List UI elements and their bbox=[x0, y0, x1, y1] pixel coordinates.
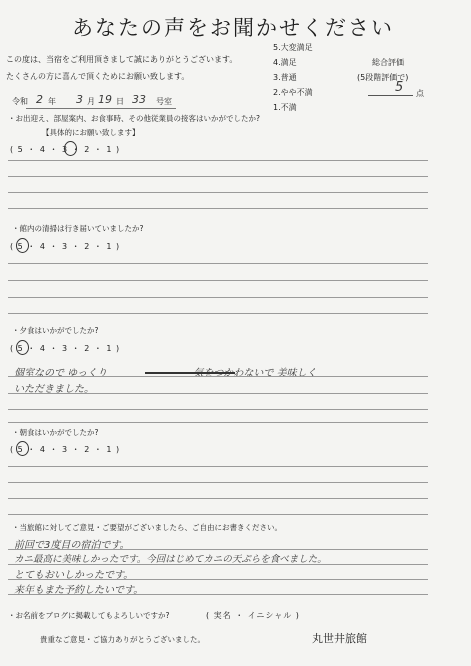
date-year: 2 bbox=[36, 93, 43, 106]
question-1-text: ・お出迎え、部屋案内、お食事時、その他従業員の接客はいかがでしたか? bbox=[8, 114, 260, 123]
intro-line-1: この度は、当宿をご利用頂きまして誠にありがとうございます。 bbox=[6, 55, 238, 64]
overall-label: 総合評価 bbox=[372, 58, 404, 67]
answer-line bbox=[8, 280, 428, 281]
answer-line bbox=[8, 208, 428, 209]
answer-line bbox=[8, 579, 428, 580]
comments-prompt: ・当旅館に対してご意見・ご要望がございましたら、ご自由にお書きください。 bbox=[12, 523, 282, 532]
date-day: 19 bbox=[98, 93, 112, 106]
room-number: 33 bbox=[132, 93, 146, 106]
blog-question: ・お名前をブログに掲載してもよろしいですか? bbox=[8, 611, 170, 620]
legend-3: 3.普通 bbox=[273, 73, 297, 82]
question-2-text: ・館内の清掃は行き届いていましたか? bbox=[12, 224, 144, 233]
answer-line bbox=[8, 160, 428, 161]
question-1-selected-circle bbox=[64, 141, 77, 156]
overall-unit: 点 bbox=[416, 89, 424, 98]
question-2-scale: ( 5 ・ 4 ・ 3 ・ 2 ・ 1 ) bbox=[10, 242, 121, 251]
question-4-text: ・朝食はいかがでしたか? bbox=[12, 428, 99, 437]
answer-line bbox=[8, 409, 428, 410]
date-day-unit: 日 bbox=[116, 97, 124, 106]
form-title: あなたの声をお聞かせください bbox=[72, 16, 394, 40]
legend-1: 1.不満 bbox=[273, 103, 297, 112]
answer-line bbox=[8, 263, 428, 264]
question-4-selected-circle bbox=[16, 441, 29, 456]
answer-line bbox=[8, 466, 428, 467]
date-underline bbox=[26, 108, 176, 109]
answer-line bbox=[8, 594, 428, 595]
legend-5: 5.大変満足 bbox=[273, 43, 313, 52]
comment-line-1: 前回で3度目の宿泊です。 bbox=[14, 540, 130, 551]
answer-line bbox=[8, 498, 428, 499]
answer-line bbox=[8, 297, 428, 298]
inn-name: 丸世井旅館 bbox=[312, 632, 367, 645]
legend-2: 2.やや不満 bbox=[273, 88, 313, 97]
answer-line bbox=[8, 549, 428, 550]
intro-line-2: たくさんの方に喜んで頂くためにお願い致します。 bbox=[6, 72, 190, 81]
overall-underline bbox=[368, 95, 413, 96]
answer-line bbox=[8, 313, 428, 314]
answer-line bbox=[8, 514, 428, 515]
room-unit: 号室 bbox=[156, 97, 172, 106]
question-3-answer-line-2: いただきました。 bbox=[14, 384, 94, 395]
question-1-scale: ( 5 ・ 4 ・ 3 ・ 2 ・ 1 ) bbox=[10, 145, 121, 154]
blog-options: ( 実名 ・ イニシャル ) bbox=[206, 611, 300, 620]
answer-line bbox=[8, 192, 428, 193]
answer-line bbox=[8, 393, 428, 394]
answer-line bbox=[8, 376, 428, 377]
date-year-unit: 年 bbox=[48, 97, 56, 106]
overall-sub-label: (5段階評価で) bbox=[357, 73, 409, 82]
date-era: 令和 bbox=[12, 97, 28, 106]
comment-line-4: 来年もまた予約したいです。 bbox=[14, 585, 144, 596]
crossed-out-text bbox=[145, 372, 235, 374]
date-month-unit: 月 bbox=[87, 97, 95, 106]
date-month: 3 bbox=[76, 93, 83, 106]
question-1-detail-prompt: 【具体的にお願い致します】 bbox=[42, 128, 140, 137]
question-4-scale: ( 5 ・ 4 ・ 3 ・ 2 ・ 1 ) bbox=[10, 445, 121, 454]
question-2-selected-circle bbox=[16, 238, 29, 253]
answer-line bbox=[8, 176, 428, 177]
question-3-selected-circle bbox=[16, 340, 29, 355]
comment-line-3: とてもおいしかったです。 bbox=[14, 570, 134, 581]
question-3-text: ・夕食はいかがでしたか? bbox=[12, 326, 99, 335]
question-3-scale: ( 5 ・ 4 ・ 3 ・ 2 ・ 1 ) bbox=[10, 344, 121, 353]
comment-line-2: カニ最高に美味しかったです。今回はじめてカニの天ぷらを食べました。 bbox=[14, 554, 327, 565]
question-3-answer-line-1: 個室なので ゆっくり 気をつかわないで 美味しく bbox=[14, 368, 317, 379]
answer-line bbox=[8, 422, 428, 423]
footer-thanks: 貴重なご意見・ご協力ありがとうございました。 bbox=[40, 635, 205, 644]
answer-line bbox=[8, 564, 428, 565]
legend-4: 4.満足 bbox=[273, 58, 297, 67]
overall-value: 5 bbox=[395, 80, 404, 95]
answer-line bbox=[8, 482, 428, 483]
